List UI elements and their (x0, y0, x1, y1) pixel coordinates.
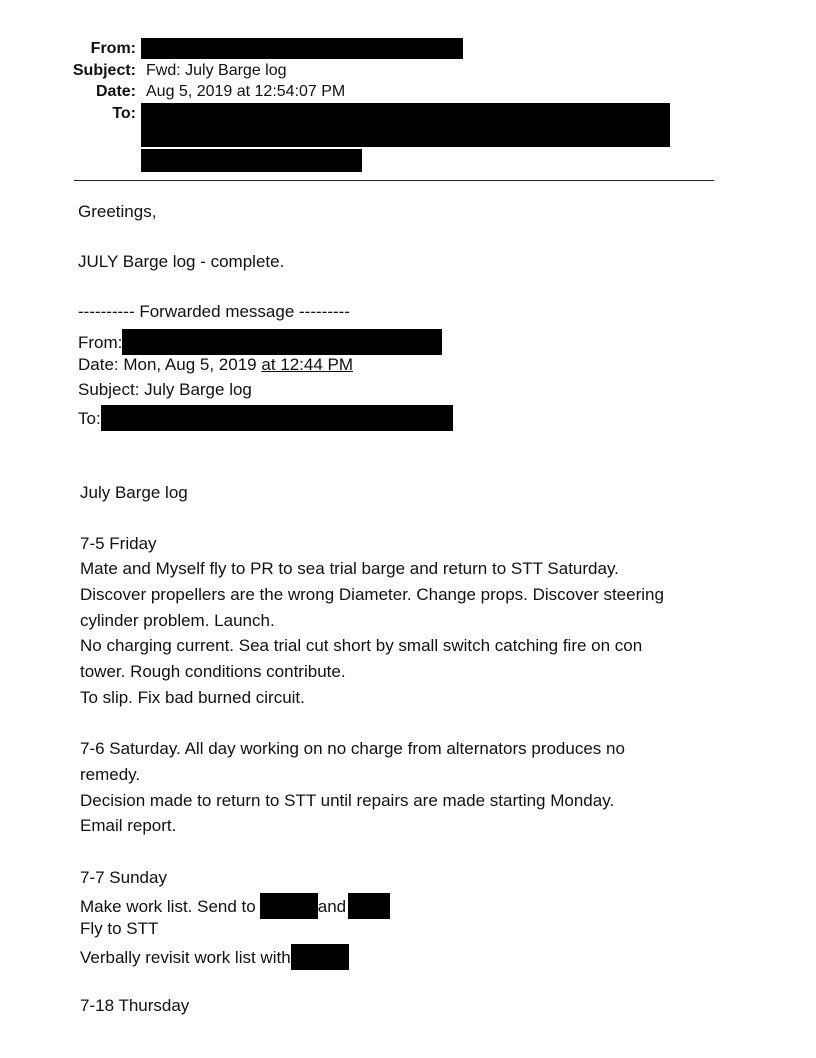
to-redaction-1 (141, 103, 670, 147)
fwd-subject-line: Subject: July Barge log (78, 380, 252, 399)
work-list-and: and (317, 897, 347, 916)
fwd-to-line (78, 405, 453, 431)
recipient-redaction-3 (291, 944, 349, 970)
header-divider (74, 180, 714, 181)
work-list-line (80, 893, 390, 919)
intro-line: JULY Barge log - complete. (78, 252, 285, 271)
entry-line: Decision made to return to STT until repairs are made starting Monday. (80, 791, 615, 810)
entry-heading: 7-5 Friday (80, 534, 157, 553)
entry-line: Discover propellers are the wrong Diameter. Change props. Discover steering (80, 585, 664, 604)
fwd-from-redaction (122, 329, 442, 355)
to-redaction-2 (141, 149, 362, 172)
entry-line: No charging current. Sea trial cut short by small switch catching fire on con (80, 636, 643, 655)
to-label: To: (112, 105, 136, 122)
work-list-prefix: Make work list. Send to (80, 897, 256, 916)
recipient-redaction-1 (260, 893, 318, 919)
entry-line: Fly to STT (80, 919, 159, 938)
verbal-line (80, 944, 349, 970)
forward-banner: ---------- Forwarded message --------- (78, 302, 350, 321)
date-label: Date: (95, 83, 136, 100)
recipient-redaction-2 (348, 893, 390, 919)
fwd-to-label: To: (78, 409, 101, 428)
fwd-date-line (78, 355, 353, 375)
from-redaction (141, 38, 463, 59)
entry-line: tower. Rough conditions contribute. (80, 662, 346, 681)
fwd-to-redaction (101, 405, 453, 431)
fwd-date-link[interactable]: at 12:44 PM (261, 355, 354, 374)
entry-heading: 7-18 Thursday (80, 996, 190, 1015)
entry-heading: 7-6 Saturday. All day working on no charge from alternators produces no (80, 739, 625, 758)
fwd-from-label: From: (78, 333, 123, 352)
fwd-from-line (78, 329, 442, 355)
greeting: Greetings, (78, 202, 157, 221)
log-title: July Barge log (80, 483, 188, 502)
fwd-date-prefix: Date: Mon, Aug 5, 2019 (78, 355, 262, 374)
from-label: From: (90, 40, 136, 57)
entry-line: Email report. (80, 816, 177, 835)
entry-line: remedy. (80, 765, 141, 784)
verbal-prefix: Verbally revisit work list with (80, 948, 291, 967)
date-value: Aug 5, 2019 at 12:54:07 PM (146, 83, 346, 100)
subject-label: Subject: (72, 62, 136, 79)
entry-line: To slip. Fix bad burned circuit. (80, 688, 305, 707)
entry-line: Mate and Myself fly to PR to sea trial barge and return to STT Saturday. (80, 559, 619, 578)
entry-heading: 7-7 Sunday (80, 868, 167, 887)
entry-line: cylinder problem. Launch. (80, 611, 275, 630)
subject-value: Fwd: July Barge log (146, 62, 287, 79)
